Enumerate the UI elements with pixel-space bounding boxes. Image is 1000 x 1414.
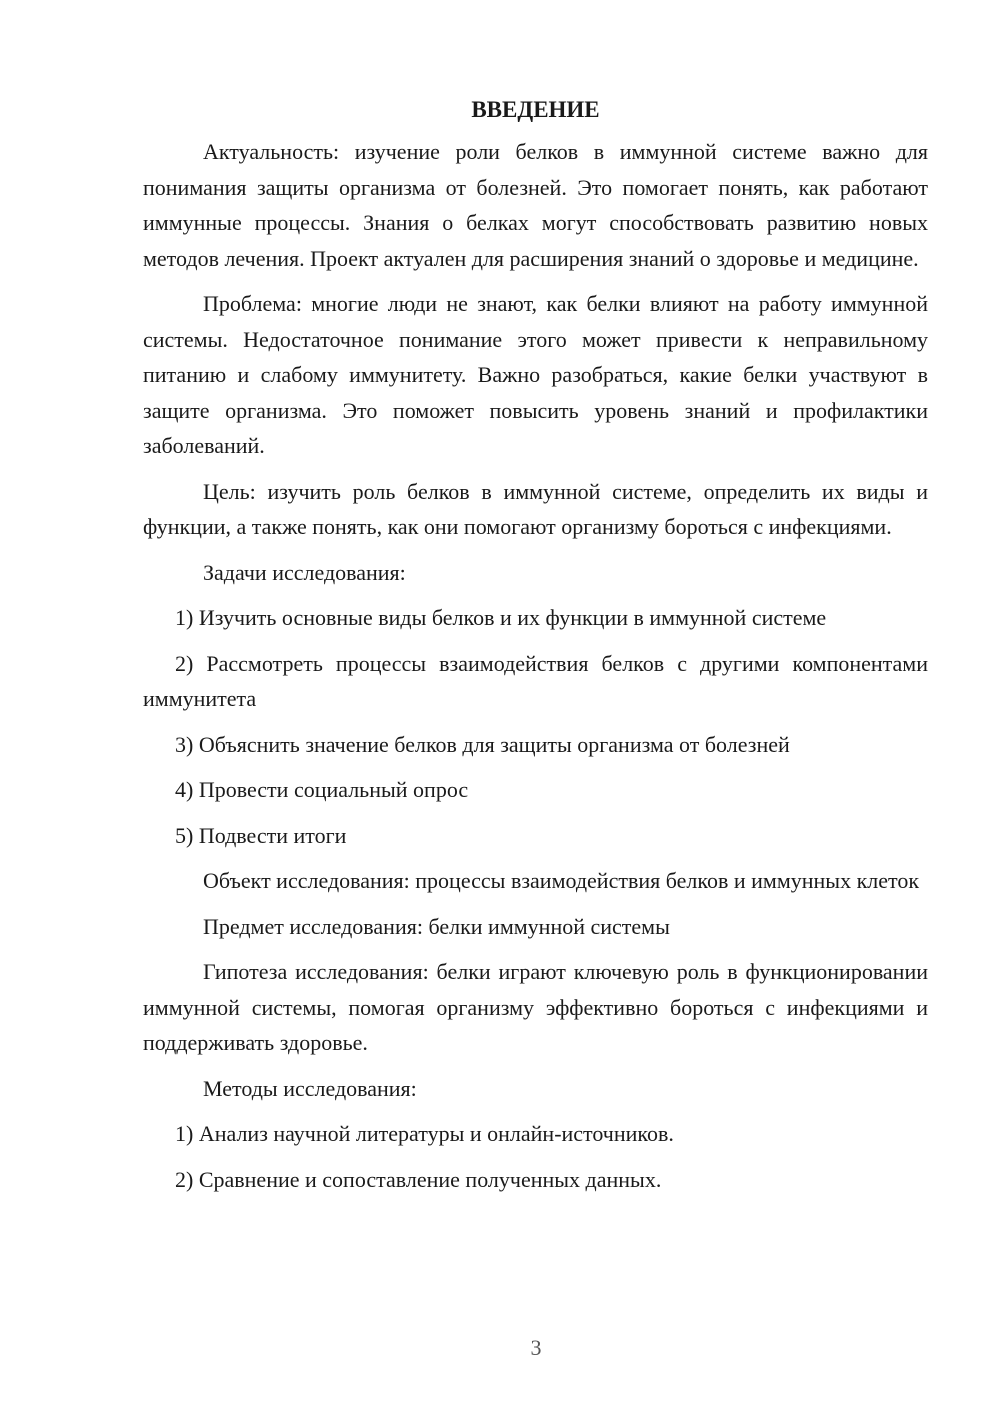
tasks-heading: Задачи исследования: <box>203 559 406 585</box>
methods-heading: Методы исследования: <box>203 1075 417 1101</box>
hypothesis-paragraph: Гипотеза исследования: белки играют ключевую роль в функционировании иммунной системы, помогая организму эффективно бороться с инфекциями и поддерживать здоровье. <box>143 959 928 1055</box>
task-item-5: 5) Подвести итоги <box>175 822 347 848</box>
page-number: 3 <box>530 1335 542 1360</box>
object-paragraph: Объект исследования: процессы взаимодействия белков и иммунных клеток <box>203 868 920 893</box>
task-item-4: 4) Провести социальный опрос <box>175 777 469 802</box>
page-title: ВВЕДЕНИЕ <box>471 97 600 122</box>
subject-paragraph: Предмет исследования: белки иммунной системы <box>203 913 670 939</box>
method-item-2: 2) Сравнение и сопоставление полученных данных. <box>175 1166 662 1192</box>
relevance-paragraph: Актуальность: изучение роли белков в иммунной системе важно для понимания защиты организма от болезней. Это помогает понять, как работают иммунные процессы. Знания о белках могут способствовать развитию новых методов лечения. Проект актуален для расширения знаний о здоровье и медицине. <box>143 139 928 271</box>
method-item-1: 1) Анализ научной литературы и онлайн-источников. <box>175 1121 674 1146</box>
task-item-2: 2) Рассмотреть процессы взаимодействия белков с другими компонентами иммунитета <box>143 650 928 711</box>
problem-paragraph: Проблема: многие люди не знают, как белки влияют на работу иммунной системы. Недостаточное понимание этого может привести к неправильному питанию и слабому иммунитету. Важно разобраться, какие белки участвуют в защите организма. Это поможет повысить уровень знаний и профилактики заболеваний. <box>143 291 928 458</box>
task-item-3: 3) Объяснить значение белков для защиты организма от болезней <box>175 731 790 757</box>
task-item-1: 1) Изучить основные виды белков и их функции в иммунной системе <box>175 605 827 630</box>
goal-paragraph: Цель: изучить роль белков в иммунной системе, определить их виды и функции, а также понять, как они помогают организму бороться с инфекциями. <box>143 478 928 539</box>
document-page <box>143 92 928 1207</box>
